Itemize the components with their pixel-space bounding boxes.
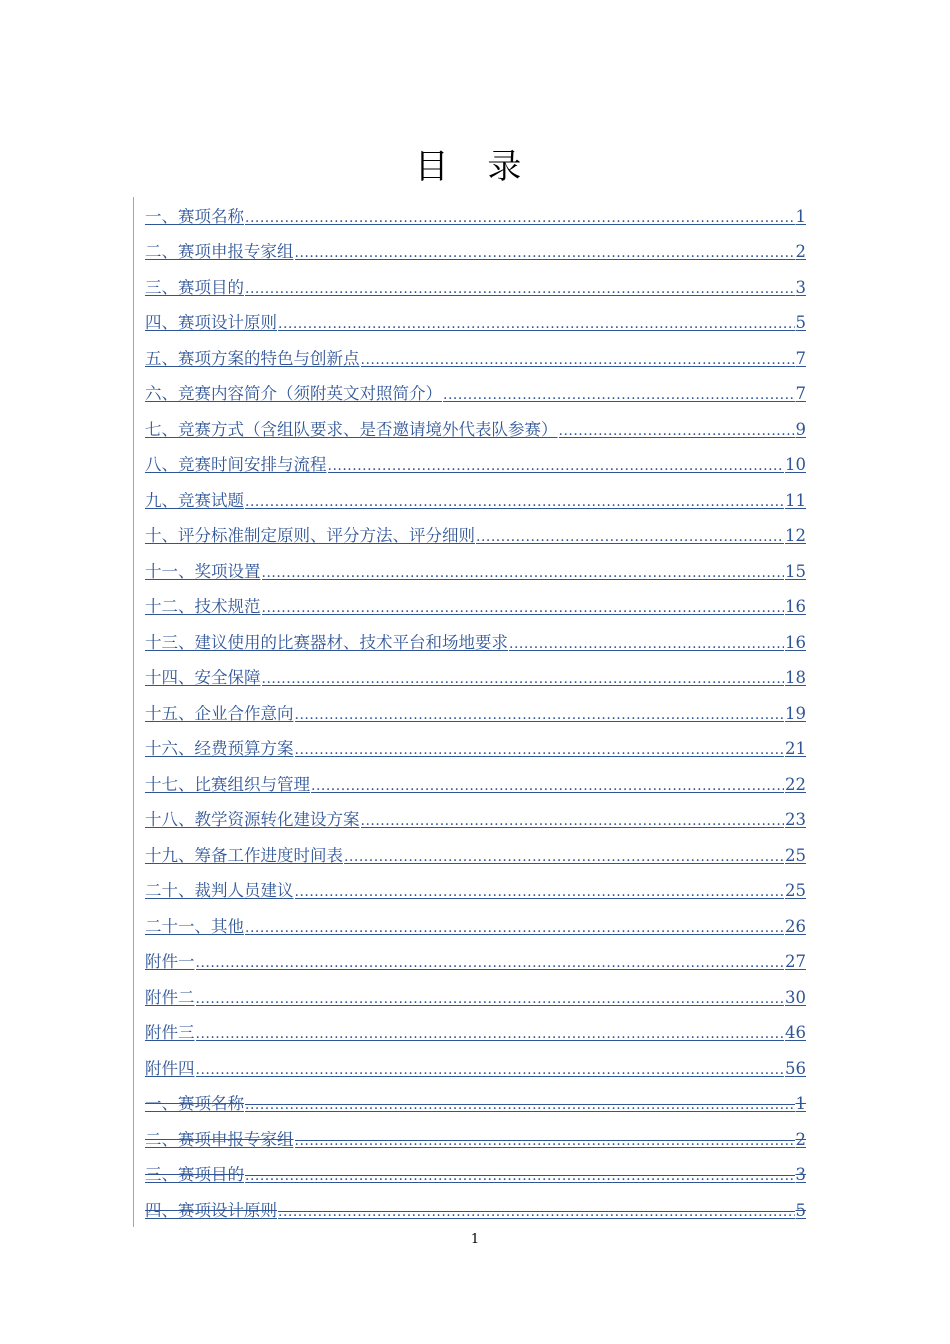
toc-link[interactable]: [145, 1200, 806, 1227]
toc-dot-leader: [311, 775, 784, 797]
toc-entry-deleted[interactable]: [133, 1120, 806, 1156]
toc-entry-page-number: 3: [795, 277, 806, 297]
toc-entry[interactable]: [133, 872, 806, 908]
toc-entry-title: 二十、裁判人员建议: [145, 881, 294, 900]
toc-dot-leader: [361, 349, 795, 371]
toc-entry-title: 附件三: [145, 1023, 195, 1042]
toc-entry-title: 二、赛项申报专家组: [145, 1129, 294, 1149]
toc-entry-title: 八、竞赛时间安排与流程: [145, 455, 327, 474]
toc-dot-leader: [295, 242, 795, 264]
toc-entry[interactable]: [133, 836, 806, 872]
toc-entry[interactable]: [133, 517, 806, 553]
toc-entry-page-number: 15: [785, 561, 806, 581]
toc-entry-page-number: 1: [795, 1094, 806, 1113]
toc-dot-leader: [295, 704, 785, 726]
toc-entry[interactable]: [133, 694, 806, 730]
toc-link[interactable]: [145, 880, 806, 907]
toc-entry[interactable]: [133, 659, 806, 695]
toc-entry[interactable]: [133, 375, 806, 411]
toc-entry-page-number: 25: [785, 845, 806, 865]
toc-entry-title: 十八、教学资源转化建设方案: [145, 810, 360, 829]
toc-entry-page-number: 23: [785, 810, 806, 829]
toc-link[interactable]: [145, 419, 806, 446]
table-of-contents: [133, 197, 806, 1227]
toc-entry[interactable]: [133, 1049, 806, 1085]
toc-dot-leader: [509, 633, 784, 655]
toc-dot-leader: [278, 313, 795, 335]
toc-entry-title: 附件四: [145, 1058, 195, 1078]
toc-dot-leader: [295, 739, 785, 761]
toc-entry-title: 三、赛项目的: [145, 1165, 244, 1184]
toc-entry-title: 十七、比赛组织与管理: [145, 774, 310, 794]
toc-entry-title: 七、竞赛方式（含组队要求、是否邀请境外代表队参赛）: [145, 419, 558, 439]
toc-entry-page-number: 26: [785, 916, 806, 936]
toc-entry-title: 四、赛项设计原则: [145, 313, 277, 332]
toc-entry-title: 九、竞赛试题: [145, 490, 244, 510]
toc-link[interactable]: [145, 206, 806, 233]
toc-entry[interactable]: [133, 801, 806, 837]
toc-link[interactable]: [145, 667, 806, 694]
toc-entry-title: 附件一: [145, 952, 195, 971]
toc-link[interactable]: [145, 525, 806, 552]
toc-entry-page-number: 46: [785, 1023, 806, 1042]
toc-entry-page-number: 7: [795, 384, 806, 403]
toc-link[interactable]: [145, 632, 806, 659]
toc-entry[interactable]: [133, 446, 806, 482]
toc-entry-title: 十、评分标准制定原则、评分方法、评分细则: [145, 526, 475, 545]
toc-entry-page-number: 3: [795, 1165, 806, 1184]
toc-entry-title: 十九、筹备工作进度时间表: [145, 845, 343, 865]
toc-entry[interactable]: [133, 268, 806, 304]
toc-entry[interactable]: [133, 339, 806, 375]
toc-dot-leader: [262, 668, 785, 690]
toc-entry[interactable]: [133, 304, 806, 340]
toc-entry-page-number: 9: [795, 419, 806, 439]
toc-dot-leader: [559, 420, 795, 442]
toc-entry-deleted[interactable]: [133, 1156, 806, 1192]
toc-entry[interactable]: [133, 588, 806, 624]
toc-entry-page-number: 1: [795, 206, 806, 226]
toc-dot-leader: [278, 1201, 795, 1223]
toc-entry[interactable]: [133, 410, 806, 446]
toc-dot-leader: [245, 491, 784, 513]
toc-entry-title: 附件二: [145, 987, 195, 1007]
toc-link[interactable]: [145, 703, 806, 730]
toc-entry[interactable]: [133, 197, 806, 233]
toc-link[interactable]: [145, 987, 806, 1014]
toc-entry-title: 十六、经费预算方案: [145, 739, 294, 758]
toc-dot-leader: [361, 810, 785, 832]
page-number: 1: [470, 1232, 480, 1247]
toc-entry-page-number: 10: [785, 455, 806, 474]
toc-link[interactable]: [145, 951, 806, 978]
toc-link[interactable]: [145, 348, 806, 375]
toc-link[interactable]: [145, 1093, 806, 1120]
toc-entry-page-number: 16: [785, 632, 806, 652]
toc-entry[interactable]: [133, 730, 806, 766]
toc-entry-title: 十一、奖项设置: [145, 561, 261, 581]
toc-dot-leader: [245, 278, 795, 300]
toc-entry-title: 一、赛项名称: [145, 206, 244, 226]
toc-dot-leader: [295, 881, 785, 903]
toc-entry[interactable]: [133, 552, 806, 588]
toc-dot-leader: [245, 917, 784, 939]
toc-dot-leader: [196, 988, 785, 1010]
toc-link[interactable]: [145, 1129, 806, 1156]
toc-entry-deleted[interactable]: [133, 1085, 806, 1121]
toc-dot-leader: [262, 562, 785, 584]
toc-link[interactable]: [145, 738, 806, 765]
toc-link[interactable]: [145, 916, 806, 943]
toc-entry-title: 六、竞赛内容简介（须附英文对照简介）: [145, 384, 442, 403]
toc-link[interactable]: [145, 1022, 806, 1049]
toc-link[interactable]: [145, 1164, 806, 1191]
toc-entry-title: 二、赛项申报专家组: [145, 242, 294, 261]
toc-dot-leader: [295, 1130, 795, 1152]
toc-dot-leader: [344, 846, 784, 868]
toc-entry-title: 三、赛项目的: [145, 277, 244, 297]
toc-entry-page-number: 11: [785, 490, 806, 510]
toc-entry-title: 四、赛项设计原则: [145, 1200, 277, 1220]
toc-entry-title: 五、赛项方案的特色与创新点: [145, 348, 360, 368]
toc-link[interactable]: [145, 596, 806, 623]
toc-entry-page-number: 7: [795, 348, 806, 368]
toc-dot-leader: [196, 1059, 785, 1081]
toc-link[interactable]: [145, 561, 806, 588]
toc-link[interactable]: [145, 277, 806, 304]
toc-entry-page-number: 56: [785, 1058, 806, 1078]
toc-entry-title: 十五、企业合作意向: [145, 703, 294, 723]
toc-link[interactable]: [145, 809, 806, 836]
toc-entry[interactable]: [133, 623, 806, 659]
toc-link[interactable]: [145, 774, 806, 801]
toc-entry[interactable]: [133, 765, 806, 801]
toc-link[interactable]: [145, 490, 806, 517]
toc-entry-page-number: 2: [795, 1129, 806, 1149]
toc-entry-page-number: 2: [795, 242, 806, 261]
toc-dot-leader: [476, 526, 784, 548]
toc-entry[interactable]: [133, 943, 806, 979]
toc-entry-title: 二十一、其他: [145, 916, 244, 936]
toc-entry-page-number: 5: [795, 1200, 806, 1220]
toc-entry-page-number: 5: [795, 313, 806, 332]
toc-entry-title: 十四、安全保障: [145, 668, 261, 687]
toc-entry-page-number: 25: [785, 881, 806, 900]
toc-dot-leader: [245, 207, 795, 229]
toc-entry-page-number: 19: [785, 703, 806, 723]
toc-dot-leader: [443, 384, 795, 406]
toc-link[interactable]: [145, 383, 806, 410]
toc-dot-leader: [196, 1023, 785, 1045]
toc-entry-page-number: 22: [785, 774, 806, 794]
page-title: 目 录: [414, 147, 536, 187]
toc-link[interactable]: [145, 845, 806, 872]
toc-dot-leader: [196, 952, 785, 974]
toc-link[interactable]: [145, 241, 806, 268]
toc-link[interactable]: [145, 1058, 806, 1085]
toc-dot-leader: [328, 455, 785, 477]
toc-entry-page-number: 27: [785, 952, 806, 971]
toc-dot-leader: [245, 1165, 795, 1187]
toc-entry-page-number: 30: [785, 987, 806, 1007]
toc-entry[interactable]: [133, 1014, 806, 1050]
toc-entry-title: 一、赛项名称: [145, 1094, 244, 1113]
toc-entry[interactable]: [133, 907, 806, 943]
toc-entry-deleted[interactable]: [133, 1191, 806, 1227]
toc-entry-page-number: 18: [785, 668, 806, 687]
toc-dot-leader: [245, 1094, 795, 1116]
toc-link[interactable]: [145, 312, 806, 339]
toc-entry-title: 十三、建议使用的比赛器材、技术平台和场地要求: [145, 632, 508, 652]
toc-entry[interactable]: [133, 978, 806, 1014]
toc-entry-page-number: 16: [785, 597, 806, 616]
toc-dot-leader: [262, 597, 785, 619]
toc-entry[interactable]: [133, 481, 806, 517]
toc-entry-title: 十二、技术规范: [145, 597, 261, 616]
toc-entry-page-number: 12: [785, 526, 806, 545]
toc-entry[interactable]: [133, 233, 806, 269]
toc-entry-page-number: 21: [785, 739, 806, 758]
toc-link[interactable]: [145, 454, 806, 481]
